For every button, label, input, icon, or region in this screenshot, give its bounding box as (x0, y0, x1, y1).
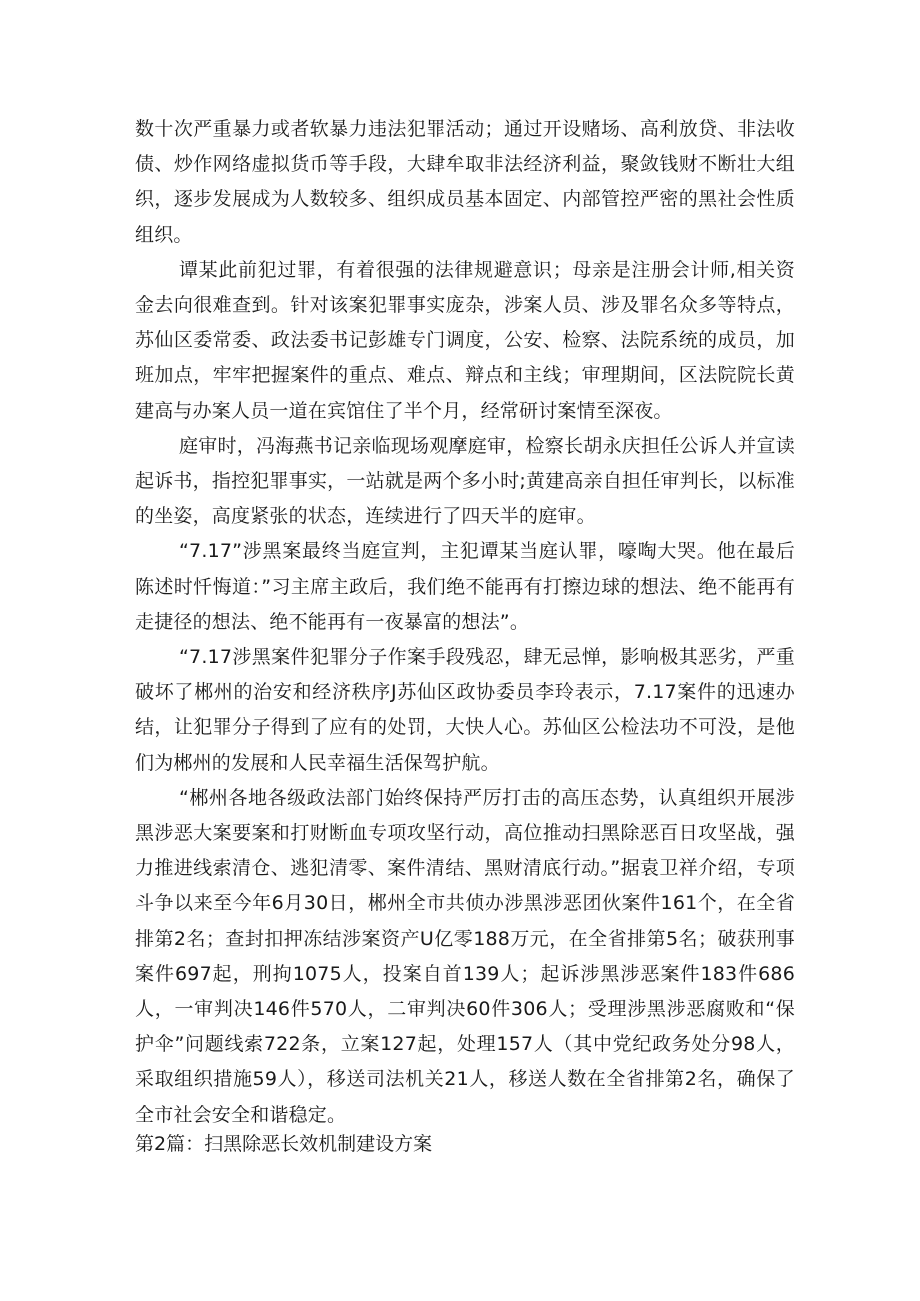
section-heading: 第2篇：扫黑除恶长效机制建设方案 (135, 1133, 433, 1155)
paragraph-2: 谭某此前犯过罪，有着很强的法律规避意识；母亲是注册会计师,相关资金去向很难查到。针对该案犯罪事实庞杂，涉案人员、涉及罪名众多等特点，苏仙区委常委、政法委书记彭雄专门调度，公安、检察、法院系统的成员，加班加点，牢牢把握案件的重点、难点、辩点和主线；审理期间，区法院院长黄建高与办案人员一道在宾馆住了半个月，经常研讨案情至深夜。 (135, 258, 795, 422)
paragraph-1: 数十次严重暴力或者软暴力违法犯罪活动；通过开设赌场、高利放贷、非法收债、炒作网络虚拟货币等手段，大肆牟取非法经济利益，聚敛钱财不断壮大组织，逐步发展成为人数较多、组织成员基本固定、内部管控严密的黑社会性质组织。 (135, 118, 795, 246)
paragraph-3: 庭审时，冯海燕书记亲临现场观摩庭审，检察长胡永庆担任公诉人并宣读起诉书，指控犯罪事实，一站就是两个多小时;黄建高亲自担任审判长，以标准的坐姿，高度紧张的状态，连续进行了四天半的庭审。 (135, 434, 795, 528)
paragraph-5: “7.17涉黑案件犯罪分子作案手段残忍，肆无忌惮，影响极其恶劣，严重破坏了郴州的治安和经济秩序J苏仙区政协委员李玲表示，7.17案件的迅速办结，让犯罪分子得到了应有的处罚，大快人心。苏仙区公检法功不可没，是他们为郴州的发展和人民幸福生活保驾护航。 (135, 646, 795, 774)
paragraph-6: “郴州各地各级政法部门始终保持严厉打击的高压态势，认真组织开展涉黑涉恶大案要案和打财断血专项攻坚行动，高位推动扫黑除恶百日攻坚战，强力推进线索清仓、逃犯清零、案件清结、黑财清底行动。”据袁卫祥介绍，专项斗争以来至今年6月30日，郴州全市共侦办涉黑涉恶团伙案件161个，在全省排第2名；查封扣押冻结涉案资产U亿零188万元，在全省排第5名；破获刑事案件697起，刑拘1075人，投案自首139人；起诉涉黑涉恶案件183件686人，一审判决146件570人，二审判决60件306人；受理涉黑涉恶腐败和“保护伞”问题线索722条，立案127起，处理157人（其中党纪政务处分98人，采取组织措施59人），移送司法机关21人，移送人数在全省排第2名，确保了全市社会安全和谐稳定。 (135, 786, 795, 1126)
document-body (135, 112, 795, 1133)
paragraph-4: “7.17”涉黑案最终当庭宣判，主犯谭某当庭认罪，嚎啕大哭。他在最后陈述时忏悔道：”习主席主政后，我们绝不能再有打擦边球的想法、绝不能再有走捷径的想法、绝不能再有一夜暴富的想法”。 (135, 540, 795, 633)
